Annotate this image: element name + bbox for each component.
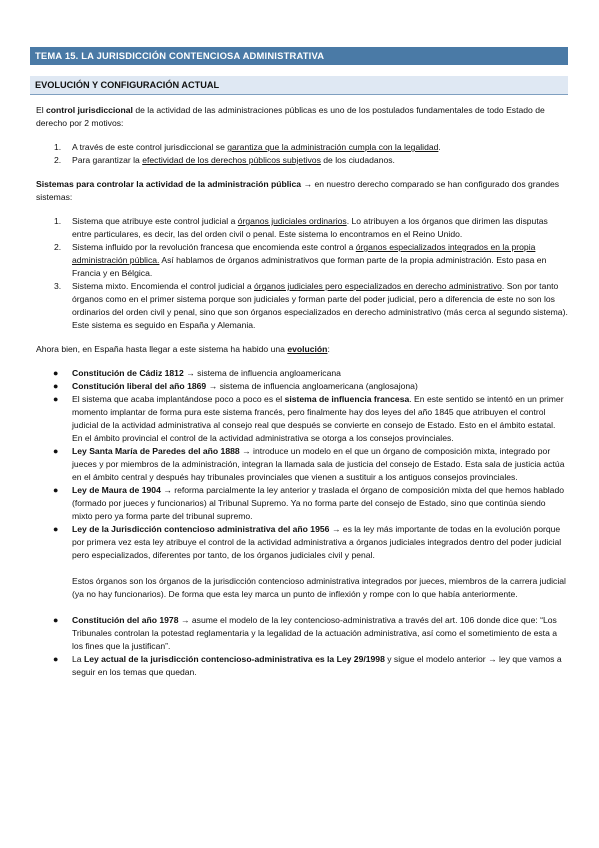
bullet-icon: ● [53, 381, 59, 391]
list-item: ● Constitución del año 1978 → asume el modelo de la ley contencioso-administrativa a través del art. 106 donde dice que: “Los Tribunales controlan la potestad reglamentaria y la legalidad de la actuación administrativa, así como el sometimiento de esta a los fines que la justifican”. [53, 615, 558, 651]
list-item: 3. Sistema mixto. Encomienda el control judicial a órganos judiciales pero especializados en derecho administrativo. Son por tanto órganos como en el primer sistema porque son judiciales y forman parte del poder judicial, pero a diferencia de este no son los ordinarios del orden civil y penal, sino que son órganos especializados en derecho administrativo (más cerca al segundo sistema). Este sistema es seguido en España y Alemania. [54, 281, 568, 330]
evolucion-list-continued [36, 614, 568, 679]
bullet-icon: ● [53, 394, 59, 404]
bullet-icon: ● [53, 615, 59, 625]
list-item: 1. A través de este control jurisdiccional se garantiza que la administración cumpla con la legalidad. [54, 142, 441, 152]
page-title: TEMA 15. LA JURISDICCIÓN CONTENCIOSA ADMINISTRATIVA [30, 47, 568, 65]
motivos-list [36, 141, 568, 167]
sistemas-intro: Sistemas para controlar la actividad de la administración pública → en nuestro derecho comparado se han configurado dos grandes sistemas: [36, 179, 560, 202]
list-item: ● Ley Santa María de Paredes del año 1888 → introduce un modelo en el que un órgano de composición mixta, integrado por jueces y por miembros de la administración, integran la llamada sala de justicia del consejo de Estado. Esta sala de justicia actúa en el ámbito central y después hay tribunales provinciales que vienen a sustituir a los antiguos consejos provinciales. [53, 446, 565, 482]
list-item: 2. Sistema influido por la revolución francesa que encomienda este control a órganos especializados integrados en la propia administración pública. Así hablamos de órganos administrativos que forman parte de la propia administración. Esto pasa en Francia y en Bélgica. [54, 242, 547, 278]
bullet-icon: ● [53, 524, 59, 534]
bullet-icon: ● [53, 446, 59, 456]
bullet-icon: ● [53, 654, 59, 664]
list-item: ● La Ley actual de la jurisdicción contencioso-administrativa es la Ley 29/1998 y sigue el modelo anterior → ley que vamos a seguir en los temas que quedan. [53, 654, 562, 677]
evolucion-list [36, 367, 568, 601]
bullet-icon: ● [53, 485, 59, 495]
list-item: ● Constitución liberal del año 1869 → sistema de influencia angloamericana (anglosajona) [53, 381, 418, 391]
list-item: 2. Para garantizar la efectividad de los derechos públicos subjetivos de los ciudadanos. [54, 155, 395, 165]
evolucion-intro: Ahora bien, en España hasta llegar a este sistema ha habido una evolución: [36, 344, 330, 354]
intro-paragraph: El control jurisdiccional de la actividad de las administraciones públicas es uno de los postulados fundamentales de todo Estado de derecho por 2 motivos: [36, 105, 545, 128]
list-item: 1. Sistema que atribuye este control judicial a órganos judiciales ordinarios. Lo atribuyen a los órganos que dirimen las disputas entre particulares, es decir, las del orden civil o penal. Este sistema lo encontramos en el Reino Unido. [54, 216, 548, 239]
list-item: ● Constitución de Cádiz 1812 → sistema de influencia angloamericana [53, 368, 341, 378]
list-item: ● El sistema que acaba implantándose poco a poco es el sistema de influencia francesa. En este sentido se intentó en un primer momento implantar de forma pura este sistema francés, pero finalmente hay dos leyes del año 1845 que atribuyen el control judicial de la actividad administrativa al consejo real que después se convierte en consejo de Estado. Esto en el ámbito estatal. En el ámbito provincial el control de la actividad administrativa se otorga a los consejos provinciales. [53, 394, 564, 443]
list-item: ● Ley de la Jurisdicción contencioso administrativa del año 1956 → es la ley más importante de todas en la evolución porque por primera vez esta ley atribuye el control de la actividad administrativa a órganos judiciales integrados dentro del poder judicial pero especializados, diferentes por tanto, de los órganos judiciales civil y penal. Estos órganos son los órganos de la jurisdicción contencioso administrativa integrados por jueces, miembros de la carrera judicial (ya no hay funcionarios). De forma que esta ley marca un punto de inflexión y rompe con lo que había anteriormente. [53, 524, 566, 599]
section-heading: EVOLUCIÓN Y CONFIGURACIÓN ACTUAL [30, 76, 568, 95]
document-body [36, 104, 568, 679]
bullet-icon: ● [53, 368, 59, 378]
list-item: ● Ley de Maura de 1904 → reforma parcialmente la ley anterior y traslada el órgano de composición mixta del que hemos hablado (formado por jueces y funcionarios) al Tribunal Supremo. Ya no forma parte del consejo de Estado, sino que continúa siendo mixto pero ya forma parte del tribunal supremo. [53, 485, 565, 521]
sistemas-list [36, 215, 568, 332]
